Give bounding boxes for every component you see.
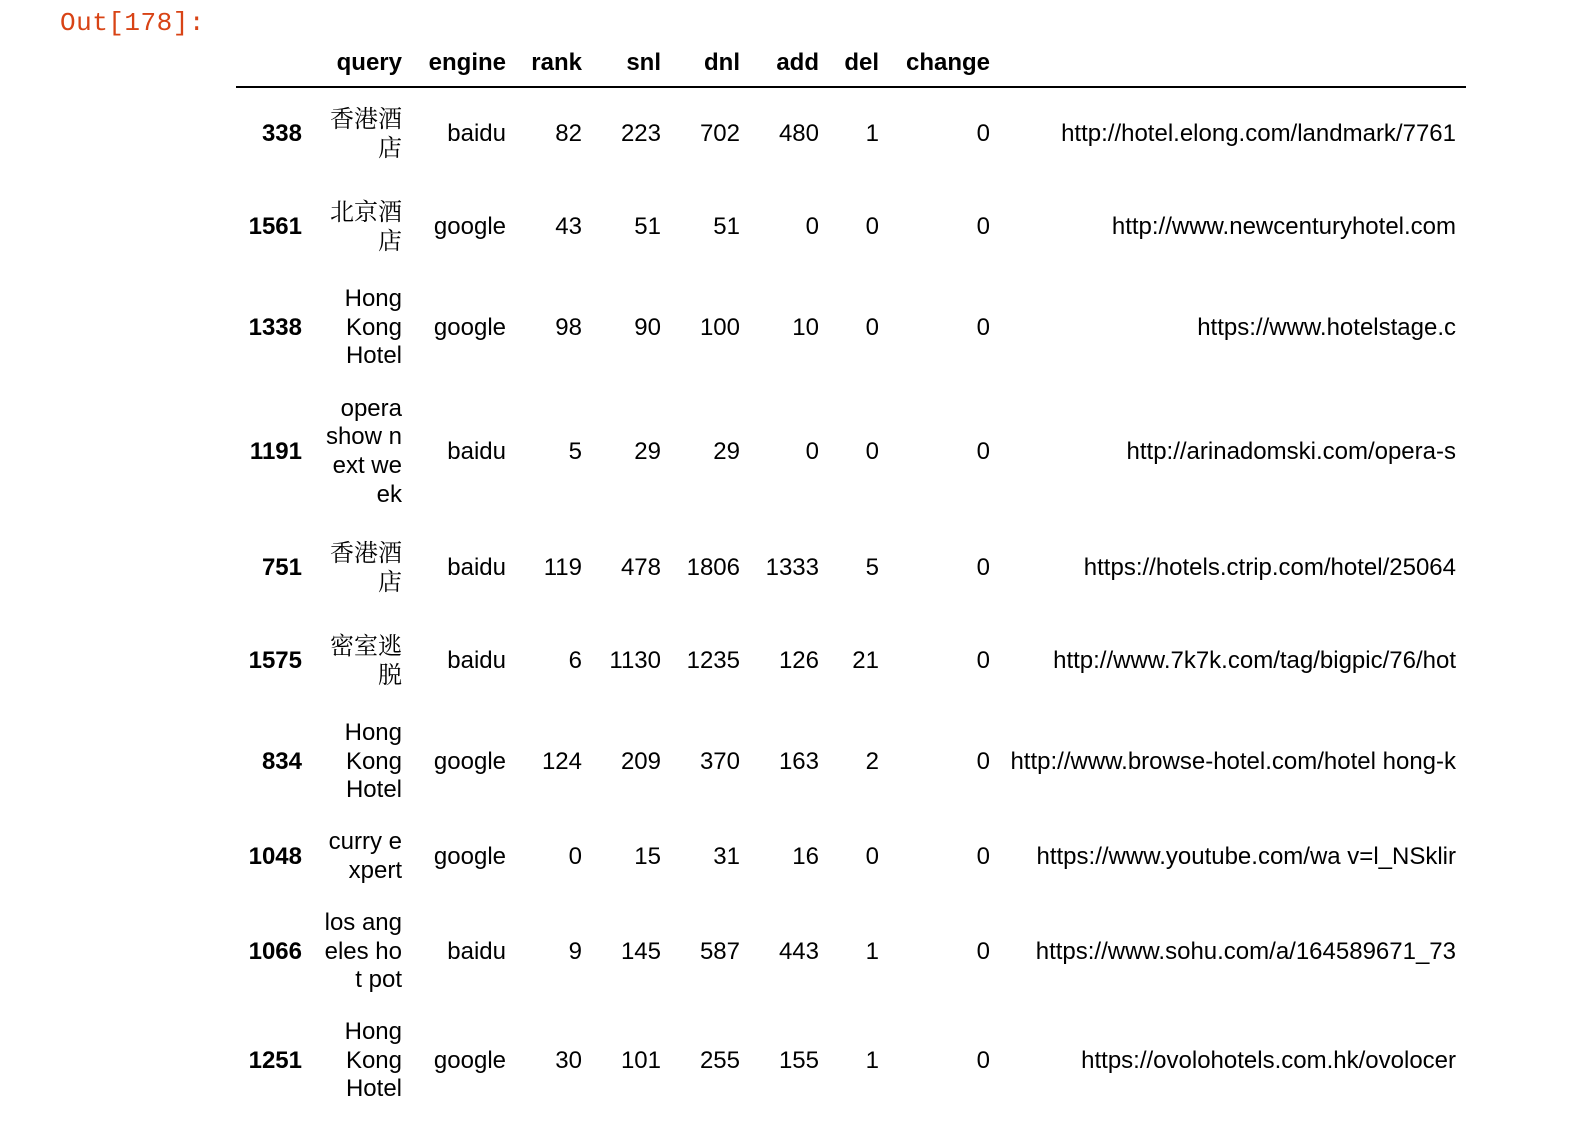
cell-engine: baidu	[447, 437, 506, 465]
column-header-url	[1000, 40, 1466, 87]
cell-query: los angeles hot pot	[324, 909, 402, 994]
cell-query: Hong Kong Hotel	[344, 719, 402, 804]
cell-dnl: 31	[713, 842, 740, 870]
cell-rank: 82	[555, 120, 582, 148]
cell-url: http://www.browse-hotel.com/hotel hong-k	[1010, 747, 1456, 775]
cell-add: 1333	[765, 554, 819, 582]
column-header-add: add	[750, 40, 829, 87]
cell-engine: google	[433, 213, 506, 241]
cell-dnl: 29	[713, 437, 740, 465]
cell-del: 0	[865, 213, 879, 241]
cell-dnl: 100	[699, 313, 740, 341]
table-row	[236, 898, 1466, 1006]
dataframe-table	[236, 40, 1466, 1116]
column-header-query: query	[312, 40, 412, 87]
row-index: 751	[261, 554, 302, 582]
cell-add: 10	[792, 313, 819, 341]
cell-engine: baidu	[447, 120, 506, 148]
header-row	[236, 40, 1466, 87]
row-index: 338	[261, 120, 302, 148]
cell-add: 16	[792, 842, 819, 870]
cell-add: 126	[778, 647, 819, 675]
cell-change: 0	[976, 313, 990, 341]
cell-dnl: 255	[699, 1046, 740, 1074]
table-row	[236, 522, 1466, 615]
column-header-del: del	[829, 40, 889, 87]
cell-query: 香港酒店	[330, 539, 402, 596]
cell-engine: google	[433, 842, 506, 870]
cell-url: http://arinadomski.com/opera-s	[1126, 437, 1456, 465]
cell-del: 1	[865, 1046, 879, 1074]
cell-dnl: 370	[699, 747, 740, 775]
cell-snl: 29	[634, 437, 661, 465]
cell-rank: 124	[541, 747, 582, 775]
table-row	[236, 181, 1466, 274]
cell-engine: baidu	[447, 647, 506, 675]
cell-add: 0	[805, 437, 819, 465]
cell-rank: 6	[568, 647, 582, 675]
cell-url: http://www.7k7k.com/tag/bigpic/76/hot	[1053, 647, 1456, 675]
index-header	[236, 40, 312, 87]
cell-dnl: 702	[699, 120, 740, 148]
column-header-engine: engine	[412, 40, 516, 87]
cell-change: 0	[976, 937, 990, 965]
table-row	[236, 382, 1466, 522]
cell-change: 0	[976, 120, 990, 148]
cell-rank: 0	[568, 842, 582, 870]
cell-dnl: 51	[713, 213, 740, 241]
column-header-snl: snl	[592, 40, 671, 87]
row-index: 1338	[248, 313, 302, 341]
cell-engine: google	[433, 313, 506, 341]
cell-url: https://hotels.ctrip.com/hotel/25064	[1083, 554, 1456, 582]
cell-del: 0	[865, 842, 879, 870]
cell-url: http://www.newcenturyhotel.com	[1111, 213, 1456, 241]
row-index: 1575	[248, 647, 302, 675]
cell-engine: google	[433, 1046, 506, 1074]
cell-change: 0	[976, 1046, 990, 1074]
column-header-dnl: dnl	[671, 40, 750, 87]
dataframe-output	[236, 40, 1466, 1116]
cell-del: 0	[865, 437, 879, 465]
cell-query: 密室逃脱	[330, 632, 402, 689]
cell-change: 0	[976, 842, 990, 870]
cell-query: 香港酒店	[330, 105, 402, 162]
cell-add: 155	[778, 1046, 819, 1074]
cell-rank: 5	[568, 437, 582, 465]
output-prompt: Out[178]:	[60, 8, 205, 38]
table-row	[236, 87, 1466, 181]
cell-add: 0	[805, 213, 819, 241]
cell-rank: 98	[555, 313, 582, 341]
cell-query: Hong Kong Hotel	[344, 1018, 402, 1103]
cell-dnl: 587	[699, 937, 740, 965]
table-row	[236, 708, 1466, 816]
cell-del: 5	[865, 554, 879, 582]
cell-url: https://ovolohotels.com.hk/ovolocer	[1081, 1046, 1456, 1074]
cell-query: opera show next week	[325, 394, 402, 508]
cell-change: 0	[976, 747, 990, 775]
cell-rank: 30	[555, 1046, 582, 1074]
column-header-rank: rank	[516, 40, 592, 87]
cell-del: 1	[865, 937, 879, 965]
cell-snl: 51	[634, 213, 661, 241]
column-header-change: change	[889, 40, 1000, 87]
cell-del: 0	[865, 313, 879, 341]
cell-query: curry expert	[328, 828, 402, 884]
table-row	[236, 274, 1466, 382]
cell-change: 0	[976, 437, 990, 465]
row-index: 1191	[249, 437, 302, 465]
cell-snl: 90	[634, 313, 661, 341]
cell-query: Hong Kong Hotel	[344, 285, 402, 370]
cell-del: 1	[865, 120, 879, 148]
cell-change: 0	[976, 213, 990, 241]
cell-url: https://www.youtube.com/wa v=l_NSklir	[1036, 842, 1456, 870]
cell-del: 21	[852, 647, 879, 675]
cell-add: 480	[778, 120, 819, 148]
cell-engine: baidu	[447, 937, 506, 965]
row-index: 1251	[248, 1046, 302, 1074]
cell-add: 443	[778, 937, 819, 965]
cell-add: 163	[778, 747, 819, 775]
row-index: 834	[261, 747, 302, 775]
cell-snl: 223	[620, 120, 661, 148]
cell-url: https://www.sohu.com/a/164589671_73	[1035, 937, 1456, 965]
cell-rank: 119	[543, 554, 582, 582]
cell-rank: 9	[568, 937, 582, 965]
cell-snl: 1130	[609, 647, 661, 675]
cell-rank: 43	[555, 213, 582, 241]
cell-engine: baidu	[447, 554, 506, 582]
table-row	[236, 1006, 1466, 1116]
cell-url: https://www.hotelstage.c	[1197, 313, 1456, 341]
cell-snl: 101	[620, 1046, 661, 1074]
cell-dnl: 1235	[686, 647, 740, 675]
row-index: 1066	[248, 937, 302, 965]
cell-query: 北京酒店	[330, 198, 402, 255]
cell-snl: 15	[634, 842, 661, 870]
table-row	[236, 615, 1466, 708]
cell-snl: 145	[620, 937, 661, 965]
row-index: 1048	[248, 842, 302, 870]
cell-snl: 478	[620, 554, 661, 582]
cell-del: 2	[865, 747, 879, 775]
cell-change: 0	[976, 647, 990, 675]
cell-change: 0	[976, 554, 990, 582]
cell-dnl: 1806	[686, 554, 740, 582]
cell-snl: 209	[620, 747, 661, 775]
table-row	[236, 816, 1466, 898]
cell-url: http://hotel.elong.com/landmark/7761	[1061, 120, 1456, 148]
row-index: 1561	[248, 213, 302, 241]
cell-engine: google	[433, 747, 506, 775]
